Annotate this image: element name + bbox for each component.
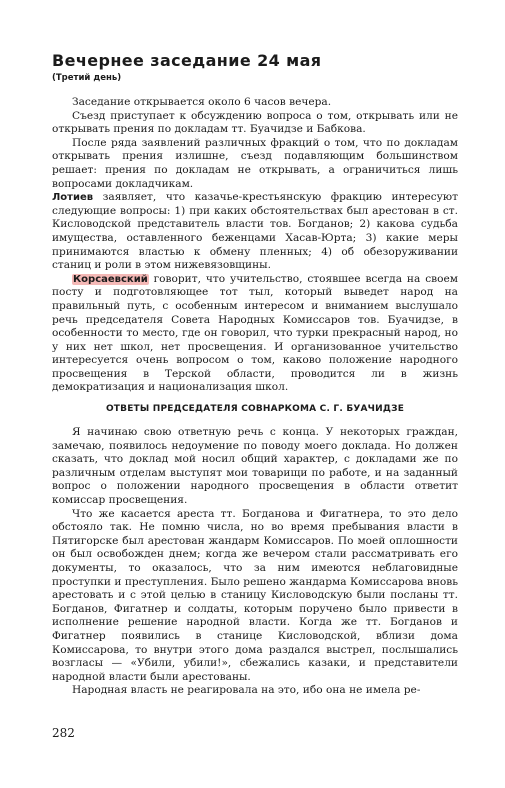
intro-paragraph: После ряда заявлений различных фракций о том, что по докладам открывать прения излишне, съезд подавляющим большинством решает: прения по докладам не открывать, а ограничиться лишь вопросами докладчикам. — [52, 136, 458, 190]
intro-paragraph: Съезд приступает к обсуждению вопроса о том, открывать или не открывать прения по докладам тт. Буачидзе и Бабкова. — [52, 109, 458, 136]
lotiev-text: заявляет, что казачье-крестьянскую фракцию интересуют следующие вопросы: 1) при каких обстоятельствах был арестован в ст. Кисловодской представитель власти тов. Богданов; 2) какова судьба имущества, оставленного беженцами Хасав-Юрта; 3) какие меры принимаются властью к обмену пленных; 4) об обезоруживании станиц и роли в этом нижевязовщины. — [52, 191, 458, 272]
korsaevsky-text: говорит, что учительство, стоявшее всегда на своем посту и подготовляющее тот тыл, который выведет народ на правильный путь, с особенным интересом и вниманием выслушало речь председателя Совета Народных Комиссаров тов. Буачидзе, в особенности то место, где он говорил, что турки прекрасный народ, но у них нет школ, нет просвещения. И организованное учительство интересуется очень вопросом о том, каково положение народного просвещения в Терской области, проводится ли в жизнь демократизация и национализация школ. — [52, 272, 458, 394]
session-title: Вечернее заседание 24 мая — [52, 51, 322, 70]
korsaevsky-paragraph — [52, 273, 458, 395]
answer-paragraph: Народная власть не реагировала на это, ибо она не имела ре- — [72, 684, 421, 697]
intro-paragraph: Заседание открывается около 6 часов вечера. — [72, 96, 332, 108]
answer-paragraph: Что же касается ареста тт. Богданова и Фигатнера, то это дело обстояло так. Не помню числа, но во время пребывания власти в Пятигорске был арестован жандарм Комиссаров. По моей оплошности он был освобожден днем; когда же вечером стали рассматривать его документы, то оказалось, что за ним имеются неблаговидные проступки и преступления. Было решено жандарма Комиссарова вновь арестовать и с этой целью в станицу Кисловодскую были посланы тт. Богданов, Фигатнер и солдаты, которым поручено было привести в исполнение решение народной власти. Когда же тт. Богданов и Фигатнер появились в станице Кисловодской, вблизи дома Комиссарова, то внутри этого дома раздался выстрел, послышались возгласы — «Убили, убили!», сбежались казаки, и представители народной власти были арестованы. — [52, 507, 458, 683]
session-header — [52, 52, 321, 83]
speaker-name-lotiev: Лотиев — [52, 192, 94, 204]
session-day-label: (Третий день) — [52, 73, 122, 83]
section-heading: ОТВЕТЫ ПРЕДСЕДАТЕЛЯ СОВНАРКОМА С. Г. БУАЧИДЗЕ — [105, 404, 405, 414]
page-number: 282 — [52, 726, 75, 740]
answers-text — [52, 426, 458, 698]
speaker-name-korsaevsky-highlighted: Корсаевский — [73, 273, 148, 285]
answer-paragraph: Я начинаю свою ответную речь с конца. У некоторых граждан, замечаю, появилось недоумение по поводу моего доклада. Но должен сказать, что доклад мой носил общий характер, с докладами же по различным отделам выступят мои товарищи по работе, и на заданный вопрос о положении народного просвещения в области ответит комиссар просвещения. — [52, 426, 458, 506]
lotiev-paragraph — [52, 191, 458, 273]
intro-text — [52, 96, 458, 395]
